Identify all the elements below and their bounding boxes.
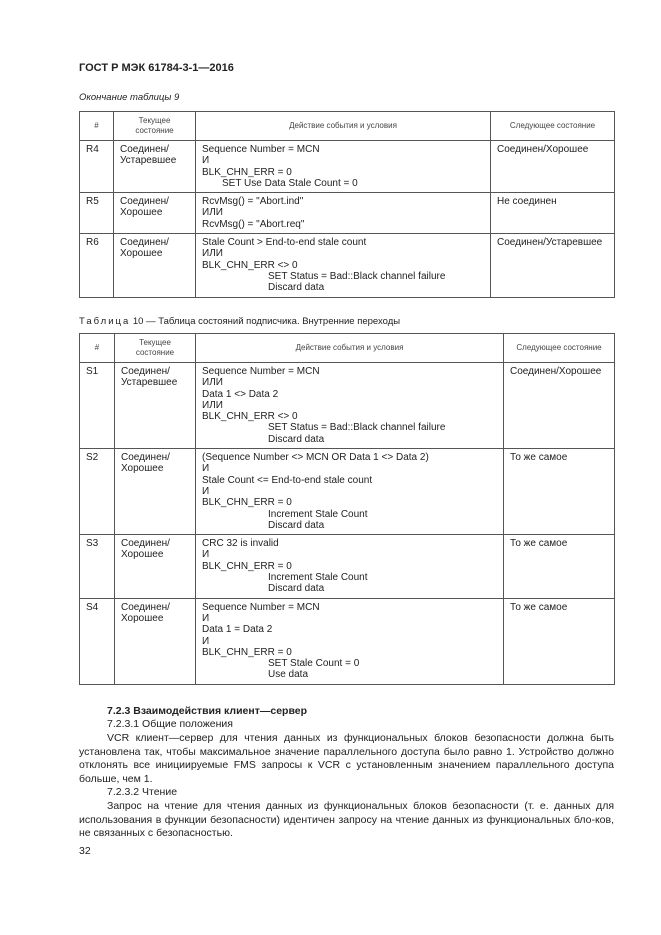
condition-line: ИЛИ — [202, 207, 223, 219]
row-next-state: То же самое — [504, 598, 615, 684]
condition-line: Discard data — [268, 583, 325, 595]
col-header-action: Действие события и условия — [196, 112, 491, 141]
row-id: R6 — [80, 234, 114, 297]
table-row — [80, 449, 615, 535]
condition-line: Increment Stale Count — [268, 572, 368, 584]
section-heading: 7.2.3 Взаимодействия клиент—сервер — [107, 705, 308, 717]
condition-line: BLK_CHN_ERR = 0 — [202, 560, 292, 572]
row-conditions — [196, 449, 504, 535]
row-next-state: Соединен/Устаревшее — [491, 234, 615, 297]
condition-line: (Sequence Number <> MCN OR Data 1 <> Data 2) — [202, 452, 429, 464]
condition-line: BLK_CHN_ERR = 0 — [202, 646, 292, 658]
row-next-state: Соединен/Хорошее — [491, 141, 615, 193]
condition-line: Sequence Number = MCN — [202, 366, 320, 377]
condition-line: RcvMsg() = "Abort.ind" — [202, 196, 304, 208]
condition-line: SET Status = Bad::Black channel failure — [268, 270, 446, 282]
condition-line: SET Status = Bad::Black channel failure — [268, 422, 446, 434]
row-current-state: Соединен/ Хорошее — [115, 449, 196, 535]
condition-line: Sequence Number = MCN — [202, 601, 320, 613]
page-number: 32 — [79, 845, 91, 857]
row-id: R5 — [80, 193, 114, 234]
condition-line: Use data — [268, 669, 309, 681]
condition-line: CRC 32 is invalid — [202, 538, 279, 550]
row-id: R4 — [80, 141, 114, 193]
document-header: ГОСТ Р МЭК 61784-3-1—2016 — [79, 62, 234, 74]
row-next-state: То же самое — [504, 535, 615, 598]
paragraph-1: VCR клиент—сервер для чтения данных из функциональных блоков безопасности должна быть установлена так, чтобы максимальное значение параллельного доступа было равно 1. Устройство должно отклонять все инициируемые FMS запросы к VCR с установленным значением параллельного доступа больше, чем 1. — [79, 732, 614, 785]
table-row — [80, 363, 615, 449]
table-row — [80, 193, 615, 234]
row-conditions — [196, 598, 504, 684]
condition-line: ИЛИ — [202, 377, 223, 389]
row-next-state: То же самое — [504, 449, 615, 535]
row-next-state: Соединен/Хорошее — [504, 363, 615, 449]
condition-line: Stale Count > End-to-end stale count — [202, 237, 367, 249]
row-conditions — [196, 141, 491, 193]
condition-line: И — [202, 485, 210, 497]
row-id: S1 — [80, 363, 115, 449]
condition-line: Discard data — [268, 519, 325, 531]
table10-caption-rest: 10 — Таблица состояний подписчика. Внутренние переходы — [132, 316, 401, 327]
condition-line: И — [202, 155, 210, 167]
table-row — [80, 234, 615, 297]
table-9 — [79, 111, 615, 298]
condition-line: SET Use Data Stale Count = 0 — [222, 177, 358, 189]
col-header-next: Следующее состояние — [504, 334, 615, 363]
condition-line: И — [202, 549, 210, 561]
row-next-state: Не соединен — [491, 193, 615, 234]
subsection-1-title: 7.2.3.1 Общие положения — [107, 718, 233, 730]
row-current-state: Соединен/ Устаревшее — [114, 141, 196, 193]
subsection-2-title: 7.2.3.2 Чтение — [107, 786, 178, 798]
condition-line: И — [202, 635, 210, 647]
row-current-state: Соединен/ Хорошее — [114, 193, 196, 234]
condition-line: Stale Count <= End-to-end stale count — [202, 474, 373, 486]
condition-line: BLK_CHN_ERR = 0 — [202, 166, 292, 178]
condition-line: SET Stale Count = 0 — [268, 658, 360, 670]
col-header-num: # — [80, 112, 114, 141]
row-id: S2 — [80, 449, 115, 535]
row-current-state: Соединен/ Хорошее — [114, 234, 196, 297]
col-header-current: Текущее состояние — [114, 112, 196, 141]
condition-line: И — [202, 612, 210, 624]
col-header-num: # — [80, 334, 115, 363]
row-conditions — [196, 234, 491, 297]
condition-line: Data 1 <> Data 2 — [202, 388, 279, 400]
condition-line: Data 1 = Data 2 — [202, 624, 273, 636]
table10-caption-prefix: Таблица — [79, 316, 131, 327]
condition-line: BLK_CHN_ERR <> 0 — [202, 411, 298, 423]
row-current-state: Соединен/ Хорошее — [115, 598, 196, 684]
table-row — [80, 535, 615, 598]
condition-line: ИЛИ — [202, 248, 223, 260]
table9-caption: Окончание таблицы 9 — [79, 92, 180, 103]
row-id: S4 — [80, 598, 115, 684]
condition-line: BLK_CHN_ERR = 0 — [202, 497, 292, 509]
row-conditions — [196, 193, 491, 234]
table-10 — [79, 333, 615, 685]
row-current-state: Соединен/ Устаревшее — [115, 363, 196, 449]
table-row — [80, 598, 615, 684]
condition-line: RcvMsg() = "Abort.req" — [202, 218, 305, 230]
row-current-state: Соединен/ Хорошее — [115, 535, 196, 598]
condition-line: Discard data — [268, 433, 325, 445]
row-id: S3 — [80, 535, 115, 598]
table-row — [80, 141, 615, 193]
paragraph-2: Запрос на чтение для чтения данных из функциональных блоков безопасности (т. е. данных для использования в функции безопасности) идентичен запросу на чтение данных из функциональных бло-ков, не связанных с безопасностью. — [79, 800, 614, 839]
condition-line: ИЛИ — [202, 399, 223, 411]
condition-line: И — [202, 463, 210, 475]
table10-caption — [79, 316, 400, 327]
col-header-action: Действие события и условия — [196, 334, 504, 363]
col-header-current: Текущее состояние — [115, 334, 196, 363]
col-header-next: Следующее состояние — [491, 112, 615, 141]
row-conditions — [196, 363, 504, 449]
condition-line: BLK_CHN_ERR <> 0 — [202, 259, 298, 271]
condition-line: Discard data — [268, 282, 325, 294]
row-conditions — [196, 535, 504, 598]
condition-line: Sequence Number = MCN — [202, 144, 320, 155]
condition-line: Increment Stale Count — [268, 508, 368, 520]
